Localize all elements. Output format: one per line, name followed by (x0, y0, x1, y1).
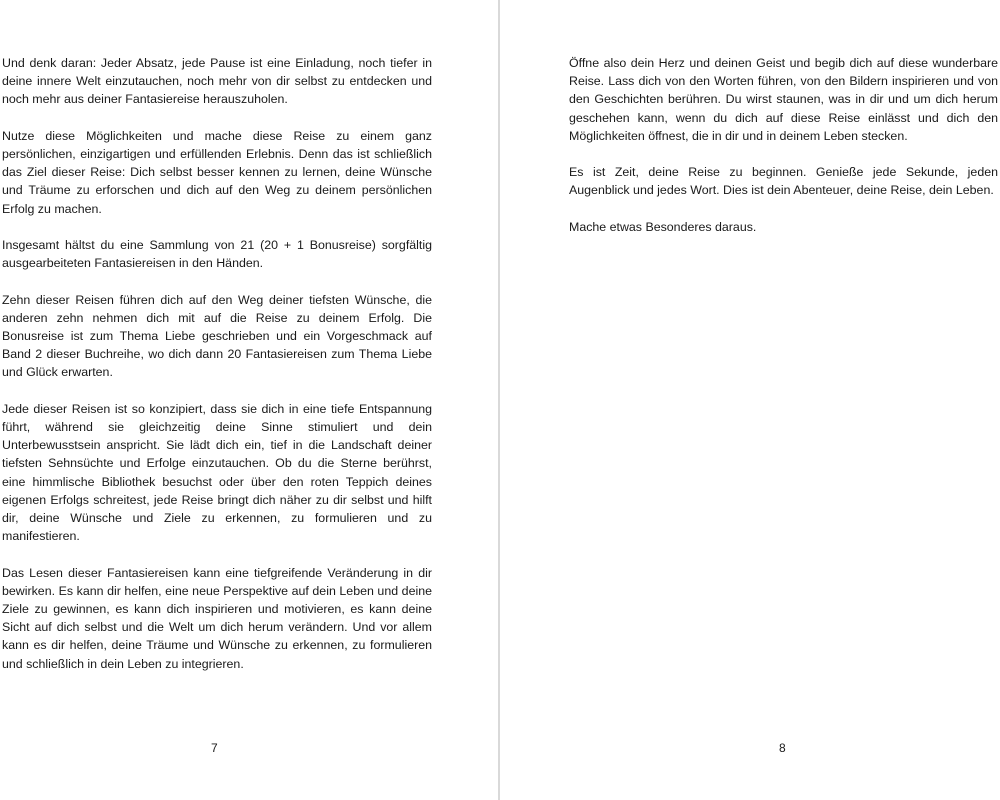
right-page-text (569, 54, 998, 254)
paragraph: Insgesamt hältst du eine Sammlung von 21 (20 + 1 Bonusreise) sorgfältig ausgearbeiteten Fantasiereisen in den Händen. (2, 238, 432, 271)
paragraph: Zehn dieser Reisen führen dich auf den Weg deiner tiefsten Wünsche, die anderen zehn nehmen dich mit auf die Reise zu deinem Erfolg. Die Bonusreise ist zum Thema Liebe geschrieben und ein Vorgeschmack auf Band 2 dieser Buchreihe, wo dich dann 20 Fantasiereisen zum Thema Liebe und Glück erwarten. (2, 292, 432, 380)
paragraph: Nutze diese Möglichkeiten und mache diese Reise zu einem ganz persönlichen, einzigartigen und erfüllenden Erlebnis. Denn das ist schließlich das Ziel dieser Reise: Dich selbst besser kennen zu lernen, deine Wünsche und Träume zu erforschen und dich auf den Weg zu deinem persönlichen Erfolg zu machen. (2, 128, 432, 216)
paragraph: Es ist Zeit, deine Reise zu beginnen. Genieße jede Sekunde, jeden Augenblick und jedes Wort. Dies ist dein Abenteuer, deine Reise, dein Leben. (569, 165, 998, 198)
paragraph: Das Lesen dieser Fantasiereisen kann eine tiefgreifende Veränderung in dir bewirken. Es kann dir helfen, eine neue Perspektive auf dein Leben und deine Ziele zu gewinnen, es kann dich inspirieren und motivieren, es kann deine Sicht auf dich selbst und die Welt um dich herum verändern. Und vor allem kann es dir helfen, deine Träume und Wünsche zu erkennen, zu formulieren und schließlich in dein Leben zu integrieren. (2, 565, 432, 671)
paragraph: Mache etwas Besonderes daraus. (569, 219, 757, 234)
paragraph: Jede dieser Reisen ist so konzipiert, dass sie dich in eine tiefe Entspannung führt, während sie gleichzeitig deine Sinne stimuliert und dein Unterbewusstsein anspricht. Sie lädt dich ein, tief in die Landschaft deiner tiefsten Sehnsüchte und Erfolge einzutauchen. Ob du die Sterne berührst, eine himmlische Bibliothek besuchst oder über den roten Teppich deines eigenen Erfolgs schreitest, jede Reise bringt dich näher zu dir selbst und hilft dir, deine Wünsche und Ziele zu erkennen, zu formulieren und zu manifestieren. (2, 401, 432, 544)
left-page-text (2, 54, 432, 691)
page-number: 8 (779, 741, 786, 755)
left-page (0, 0, 498, 800)
right-page (500, 0, 1000, 800)
page-number: 7 (211, 741, 218, 755)
paragraph: Und denk daran: Jeder Absatz, jede Pause ist eine Einladung, noch tiefer in deine innere Welt einzutauchen, noch mehr von dir selbst zu entdecken und noch mehr aus deiner Fantasiereise herauszuholen. (2, 56, 432, 107)
paragraph: Öffne also dein Herz und deinen Geist und begib dich auf diese wunderbare Reise. Lass dich von den Worten führen, von den Bildern inspirieren und von den Geschichten berühren. Du wirst staunen, was in dir und um dich herum geschehen kann, wenn du dich auf diese Reise einlässt und dich den Möglichkeiten öffnest, die in dir und in deinem Leben stecken. (569, 56, 998, 143)
